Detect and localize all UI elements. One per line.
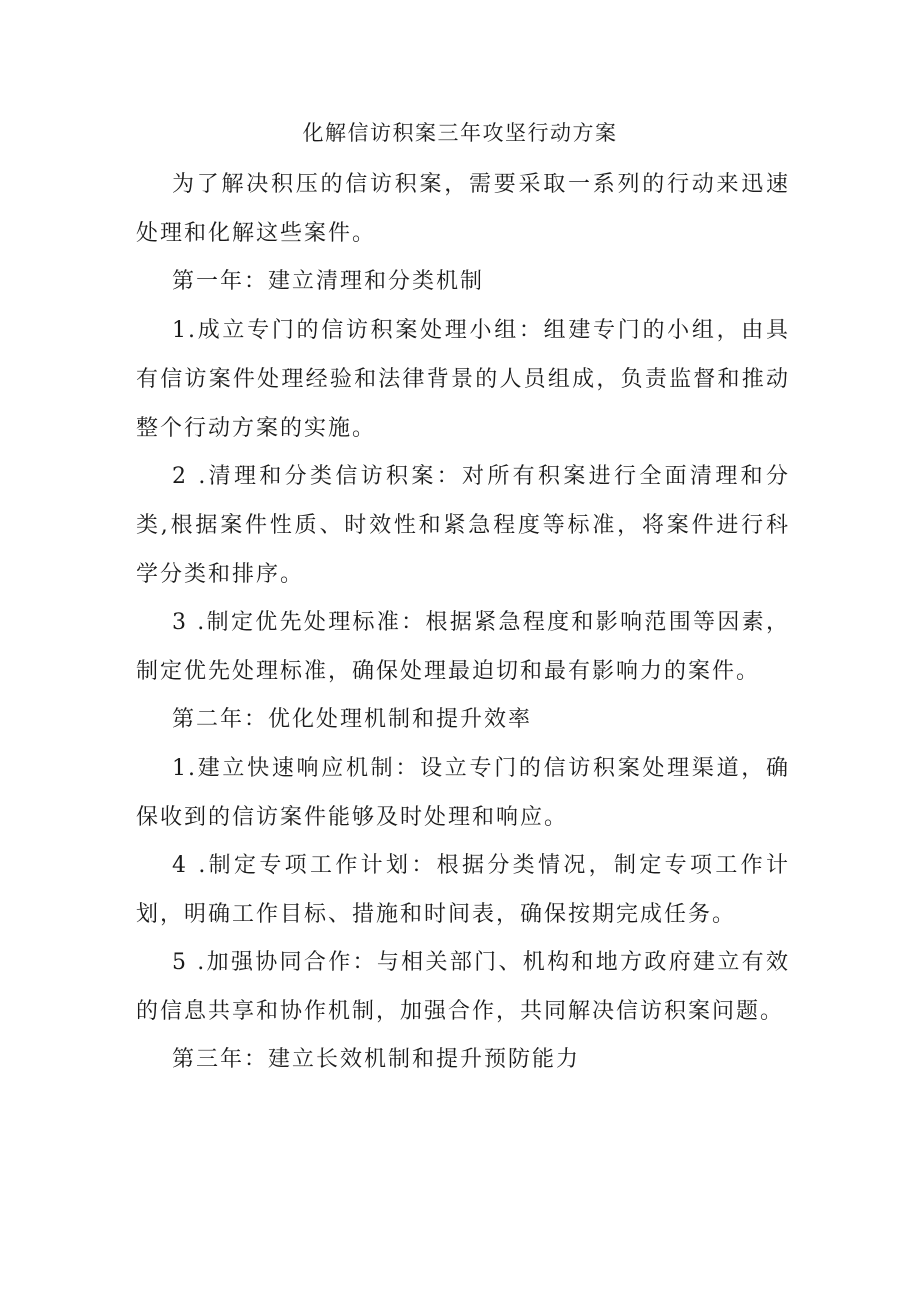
- year-one-heading: 第一年：建立清理和分类机制: [172, 269, 485, 294]
- year-two-item-4: 4 .制定专项工作计划：根据分类情况，制定专项工作计划，明确工作目标、措施和时间表，确保按期完成任务。: [136, 853, 790, 927]
- year-two-item-1: 1.建立快速响应机制：设立专门的信访积案处理渠道，确保收到的信访案件能够及时处理和响应。: [136, 756, 790, 830]
- year-three-heading: 第三年：建立长效机制和提升预防能力: [172, 1047, 581, 1072]
- year-one-item-1: 1.成立专门的信访积案处理小组：组建专门的小组，由具有信访案件处理经验和法律背景的人员组成，负责监督和推动整个行动方案的实施。: [136, 318, 790, 441]
- year-two-item-5: 5 .加强协同合作：与相关部门、机构和地方政府建立有效的信息共享和协作机制，加强合作，共同解决信访积案问题。: [136, 950, 790, 1024]
- document-title: 化解信访积案三年攻坚行动方案: [302, 121, 618, 145]
- year-two-heading: 第二年：优化处理机制和提升效率: [172, 707, 533, 732]
- year-one-item-3: 3 .制定优先处理标准：根据紧急程度和影响范围等因素，制定优先处理标准，确保处理最迫切和最有影响力的案件。: [136, 610, 790, 684]
- year-one-item-2: 2 .清理和分类信访积案：对所有积案进行全面清理和分类,根据案件性质、时效性和紧急程度等标准，将案件进行科学分类和排序。: [136, 464, 790, 587]
- intro-paragraph: 为了解决积压的信访积案，需要采取一系列的行动来迅速处理和化解这些案件。: [136, 172, 790, 246]
